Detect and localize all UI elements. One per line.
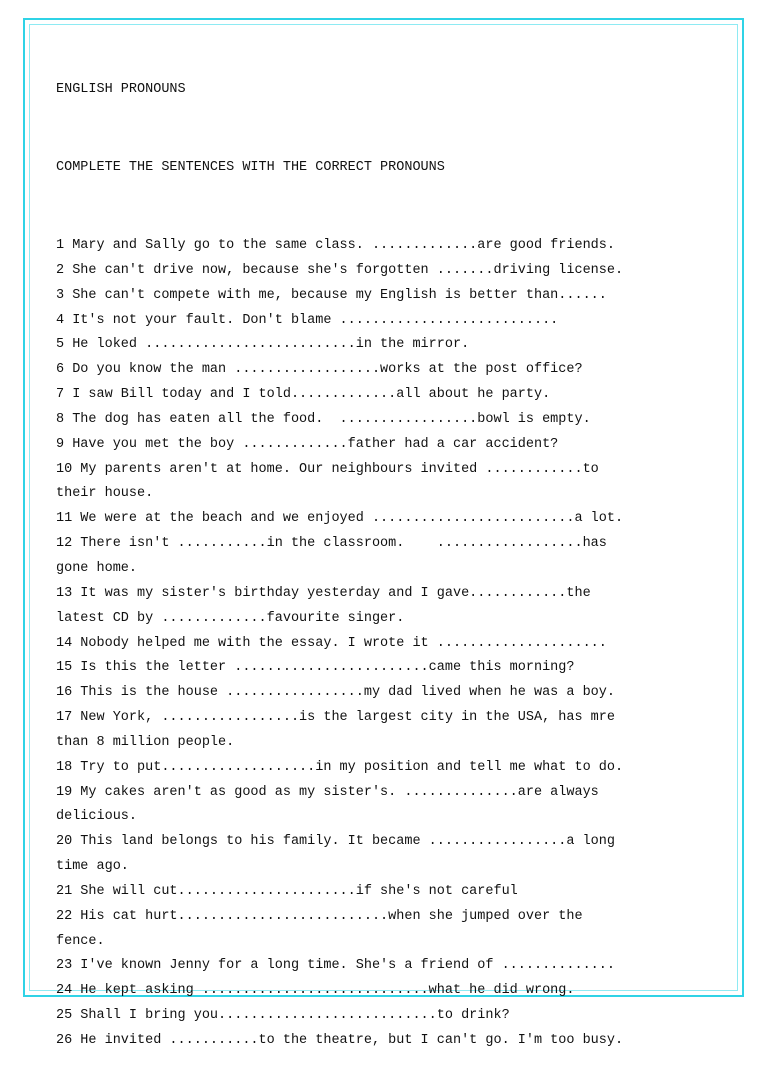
exercise-line: 11 We were at the beach and we enjoyed .........................a lot. — [56, 511, 624, 527]
exercise-line: 3 She can't compete with me, because my English is better than...... — [56, 287, 607, 303]
exercise-line: 9 Have you met the boy .............father had a car accident? — [56, 436, 559, 452]
exercise-line: 8 The dog has eaten all the food. .................bowl is empty. — [56, 411, 591, 427]
exercise-line: 6 Do you know the man ..................works at the post office? — [56, 362, 583, 378]
exercise-line: 4 It's not your fault. Don't blame ........................... — [56, 312, 559, 328]
exercise-line: 13 It was my sister's birthday yesterday and I gave............the — [56, 585, 591, 601]
exercise-line: 10 My parents aren't at home. Our neighbours invited ............to — [56, 461, 599, 477]
exercise-line: 5 He loked ..........................in the mirror. — [56, 337, 470, 353]
exercise-line: time ago. — [56, 859, 129, 875]
exercise-line: 18 Try to put...................in my position and tell me what to do. — [56, 759, 624, 775]
exercise-line: 24 He kept asking ............................what he did wrong. — [56, 983, 575, 999]
exercise-line: fence. — [56, 933, 105, 949]
exercise-line: 14 Nobody helped me with the essay. I wrote it ..................... — [56, 635, 607, 651]
exercise-line: 21 She will cut......................if she's not careful — [56, 883, 518, 899]
exercise-line: delicious. — [56, 809, 138, 825]
exercise-line: 17 New York, .................is the largest city in the USA, has mre — [56, 710, 615, 726]
exercise-line: their house. — [56, 486, 154, 502]
worksheet-title: ENGLISH PRONOUNS — [56, 82, 186, 97]
exercise-line: latest CD by .............favourite singer. — [56, 610, 405, 626]
exercise-line: 7 I saw Bill today and I told.............all about he party. — [56, 387, 551, 403]
exercise-line: 15 Is this the letter ........................came this morning? — [56, 660, 575, 676]
exercise-line: 26 He invited ...........to the theatre, but I can't go. I'm too busy. — [56, 1033, 624, 1048]
exercise-list — [56, 236, 716, 1056]
exercise-line: 1 Mary and Sally go to the same class. .............are good friends. — [56, 238, 615, 253]
worksheet-instruction: COMPLETE THE SENTENCES WITH THE CORRECT PRONOUNS — [56, 160, 445, 175]
exercise-line: 22 His cat hurt..........................when she jumped over the — [56, 908, 583, 924]
exercise-line: 16 This is the house .................my dad lived when he was a boy. — [56, 685, 615, 701]
exercise-line: gone home. — [56, 560, 138, 576]
worksheet — [56, 50, 716, 1071]
exercise-line: 19 My cakes aren't as good as my sister's. ..............are always — [56, 784, 599, 800]
exercise-line: 20 This land belongs to his family. It became .................a long — [56, 834, 615, 850]
exercise-line: 2 She can't drive now, because she's forgotten .......driving license. — [56, 262, 624, 278]
exercise-line: than 8 million people. — [56, 734, 235, 750]
exercise-line: 23 I've known Jenny for a long time. She's a friend of .............. — [56, 958, 615, 974]
exercise-line: 25 Shall I bring you...........................to drink? — [56, 1008, 510, 1024]
exercise-line: 12 There isn't ...........in the classroom. ..................has — [56, 536, 607, 552]
